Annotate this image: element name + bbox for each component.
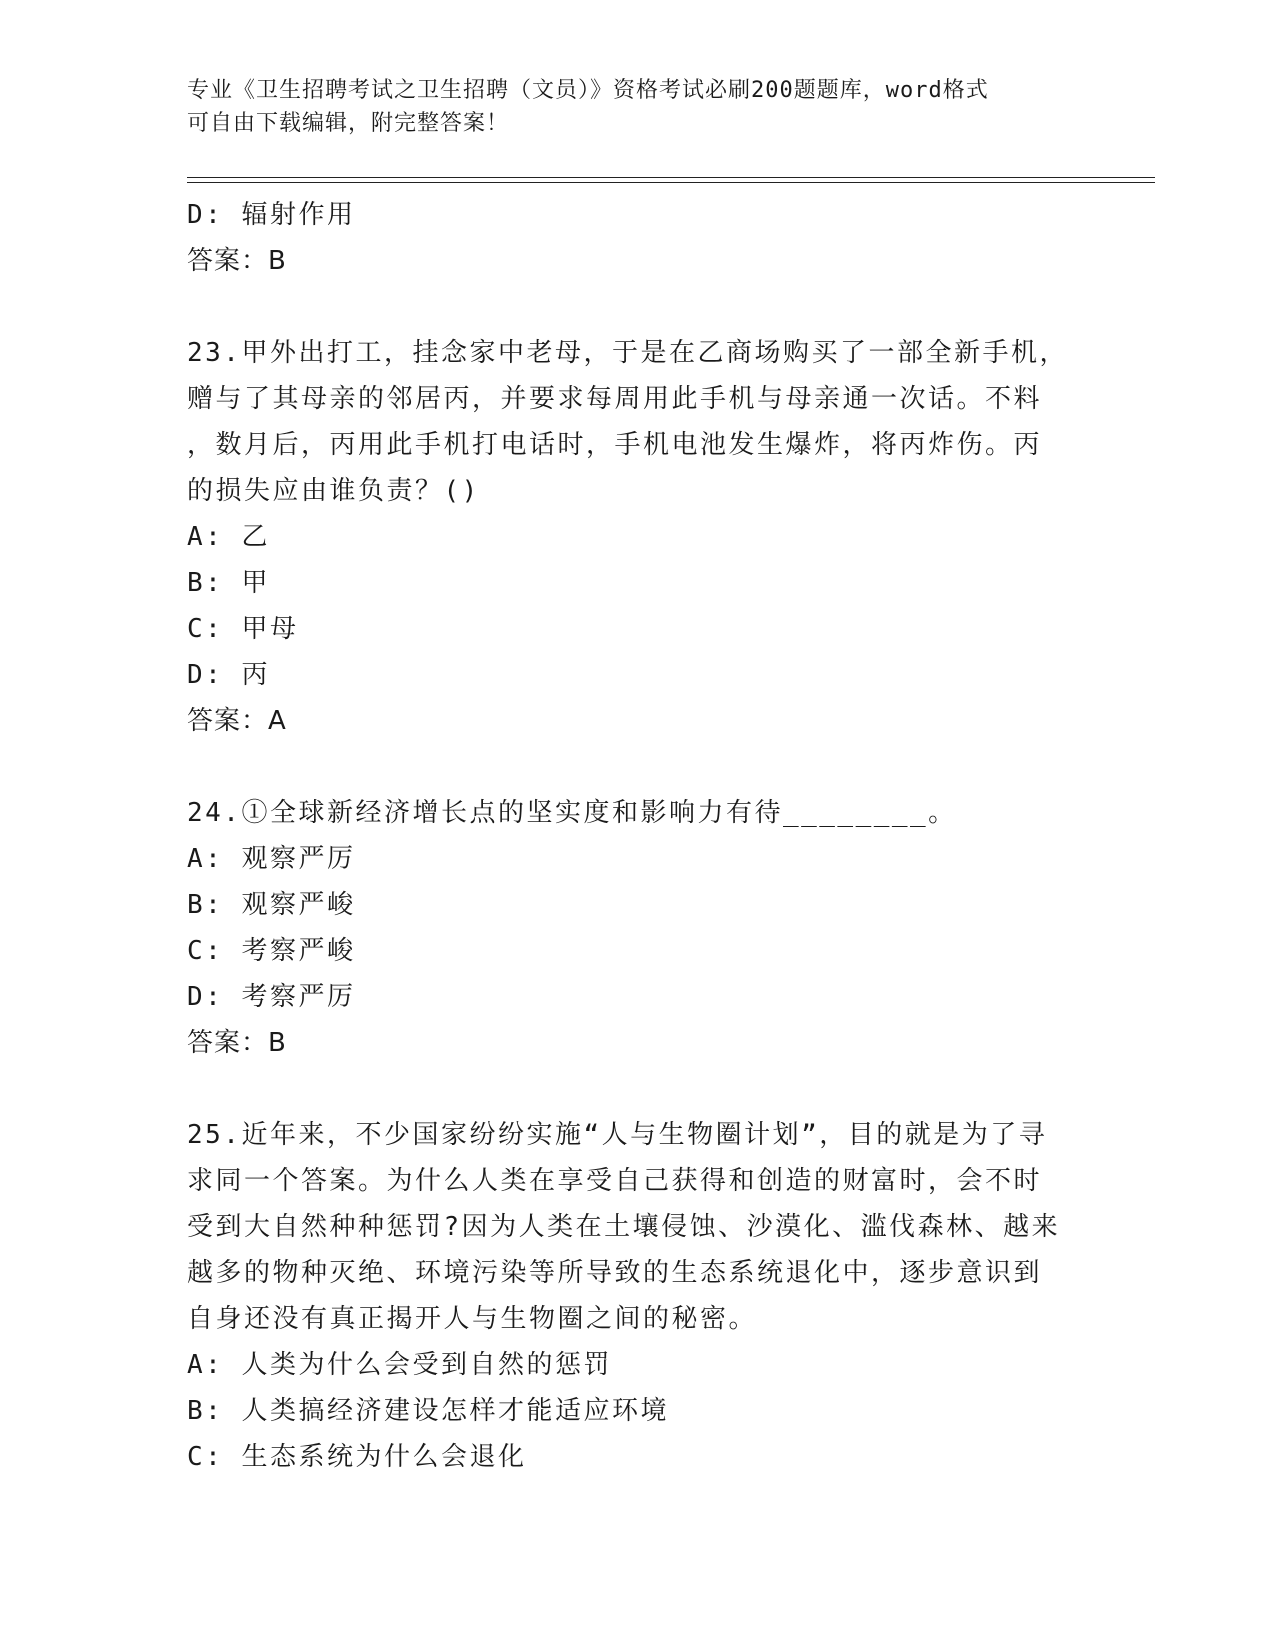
- answer-line: 答案：B: [187, 1028, 287, 1058]
- spacer: [187, 744, 1087, 790]
- option-d: D: 丙: [187, 660, 270, 690]
- question-stem-line: 24.①全球新经济增长点的坚实度和影响力有待________。: [187, 798, 957, 828]
- header-divider-bottom: [187, 182, 1155, 183]
- option-c: C: 考察严峻: [187, 936, 356, 966]
- question-stem-line: ，数月后，丙用此手机打电话时，手机电池发生爆炸，将丙炸伤。丙: [187, 430, 1043, 460]
- option-c: C: 生态系统为什么会退化: [187, 1442, 527, 1472]
- question-stem-line: 23.甲外出打工，挂念家中老母，于是在乙商场购买了一部全新手机，: [187, 338, 1068, 368]
- spacer: [187, 1066, 1087, 1112]
- spacer: [187, 284, 1087, 330]
- option-a: A: 乙: [187, 522, 270, 552]
- question-stem-line: 25.近年来，不少国家纷纷实施“人与生物圈计划”，目的就是为了寻: [187, 1120, 1048, 1150]
- question-stem-line: 的损失应由谁负责？(): [187, 476, 480, 506]
- option-b: B: 观察严峻: [187, 890, 356, 920]
- page-header: [187, 74, 1077, 140]
- answer-line: 答案：B: [187, 246, 287, 276]
- question-24: [187, 790, 1087, 1066]
- question-stem-line: 求同一个答案。为什么人类在享受自己获得和创造的财富时，会不时: [187, 1166, 1043, 1196]
- answer-line: 答案：A: [187, 706, 287, 736]
- question-stem-line: 赠与了其母亲的邻居丙，并要求每周用此手机与母亲通一次话。不料: [187, 384, 1043, 414]
- question-stem-line: 越多的物种灭绝、环境污染等所导致的生态系统退化中，逐步意识到: [187, 1258, 1043, 1288]
- header-title-line-1: 专业《卫生招聘考试之卫生招聘（文员）》资格考试必刷200题题库，word格式: [187, 78, 989, 103]
- option-b: B: 甲: [187, 568, 270, 598]
- option-d: D: 考察严厉: [187, 982, 356, 1012]
- question-content: [187, 192, 1087, 1480]
- question-stem-line: 受到大自然种种惩罚?因为人类在土壤侵蚀、沙漠化、滥伐森林、越来: [187, 1212, 1061, 1242]
- question-25: [187, 1112, 1087, 1480]
- option-a: A: 人类为什么会受到自然的惩罚: [187, 1350, 612, 1380]
- option-d: D: 辐射作用: [187, 200, 356, 230]
- option-a: A: 观察严厉: [187, 844, 356, 874]
- option-c: C: 甲母: [187, 614, 299, 644]
- option-b: B: 人类搞经济建设怎样才能适应环境: [187, 1396, 669, 1426]
- header-divider-top: [187, 177, 1155, 178]
- previous-question-tail: [187, 192, 1087, 284]
- question-stem-line: 自身还没有真正揭开人与生物圈之间的秘密。: [187, 1304, 758, 1334]
- header-title-line-2: 可自由下载编辑，附完整答案！: [187, 111, 510, 136]
- question-23: [187, 330, 1087, 744]
